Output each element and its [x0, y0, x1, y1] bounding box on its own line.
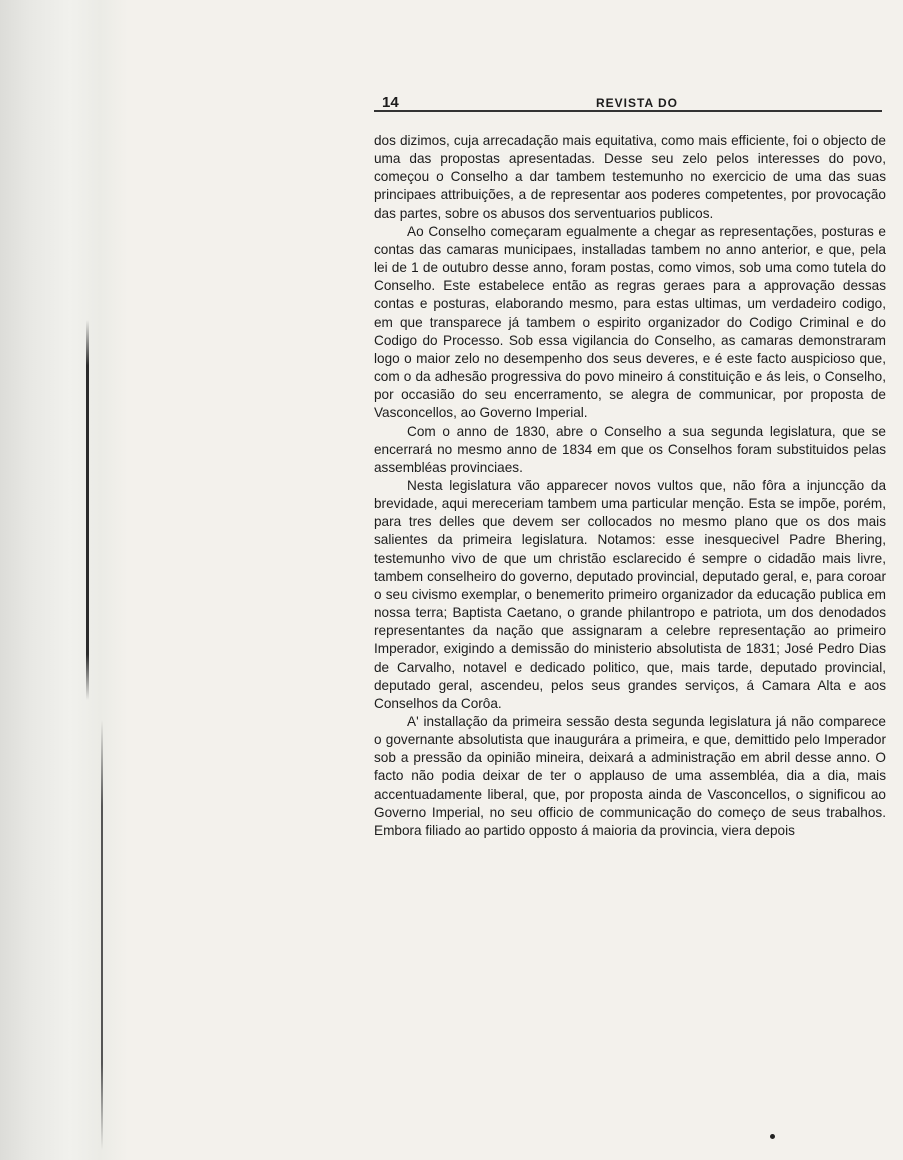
paragraph: dos dizimos, cuja arrecadação mais equitativa, como mais efficiente, foi o objecto de uma das propostas apresentadas. Desse seu zelo pelos interesses do povo, começou o Conselho a dar tambem testemunho no exercicio de uma das suas principaes attribuições, a de representar aos poderes competentes, por provocação das partes, sobre os abusos dos serventuarios publicos.	[374, 133, 886, 221]
scan-speck	[770, 1134, 775, 1139]
book-page	[374, 92, 892, 838]
body-text	[374, 132, 886, 840]
paragraph: Com o anno de 1830, abre o Conselho a sua segunda legislatura, que se encerrará no mesmo anno de 1834 em que os Conselhos foram substituidos pelas assembléas provinciaes.	[374, 423, 886, 475]
paragraph: Ao Conselho começaram egualmente a chegar as representações, posturas e contas das camaras municipaes, installadas tambem no anno anterior, e que, pela lei de 1 de outubro desse anno, foram postas, como vimos, sob uma como tutela do Conselho. Este estabelece então as regras geraes para a approvação dessas contas e posturas, elaborando mesmo, para estas ultimas, um verdadeiro codigo, em que transparece já tambem o espirito organizador do Codigo Criminal e do Codigo do Processo. Sob essa vigilancia do Conselho, as camaras demonstraram logo o maior zelo no desempenho dos seus deveres, e é este facto auspicioso que, com o da adhesão progressiva do povo mineiro á constituição e ás leis, o Conselho, por occasião do seu encerramento, se alegra de communicar, por proposta de Vasconcellos, ao Governo Imperial.	[374, 223, 886, 421]
paragraph: A' installação da primeira sessão desta segunda legislatura já não comparece o governante absolutista que inaugurára a primeira, e que, demittido pelo Imperador sob a pressão da opinião mineira, deixará a administração em abril desse anno. O facto não podia deixar de ter o applauso de uma assembléa, dia a dia, mais accentuadamente liberal, que, por proposta ainda de Vasconcellos, o significou ao Governo Imperial, no seu officio de communicação do começo de seus trabalhos. Embora filiado ao partido opposto á maioria da provincia, viera depois	[374, 714, 886, 838]
binding-shadow-line-lower	[101, 720, 103, 1150]
binding-shadow-line	[86, 320, 89, 700]
page-number: 14	[382, 94, 399, 111]
header-rule	[374, 110, 882, 112]
scanned-binding-edge	[0, 0, 128, 1160]
running-title: REVISTA DO	[596, 96, 679, 110]
paragraph: Nesta legislatura vão apparecer novos vultos que, não fôra a injuncção da brevidade, aqui mereceriam tambem uma particular menção. Esta se impõe, porém, para tres delles que devem ser collocados no mesmo plano que os dos mais salientes da primeira legislatura. Notamos: esse inesquecivel Padre Bhering, testemunho vivo de que um christão esclarecido é sempre o cidadão mais livre, tambem conselheiro do governo, deputado provincial, deputado geral, e, para coroar o seu civismo exemplar, o benemerito primeiro organizador da educação publica em nossa terra; Baptista Caetano, o grande philantropo e patriota, um dos denodados representantes da nação que assignaram a celebre representação ao primeiro Imperador, exigindo a demissão do ministerio absolutista de 1831; José Pedro Dias de Carvalho, notavel e dedicado politico, que, mais tarde, deputado provincial, deputado geral, ascendeu, pelos seus grandes serviços, á Camara Alta e aos Conselhos da Corôa.	[374, 477, 886, 711]
